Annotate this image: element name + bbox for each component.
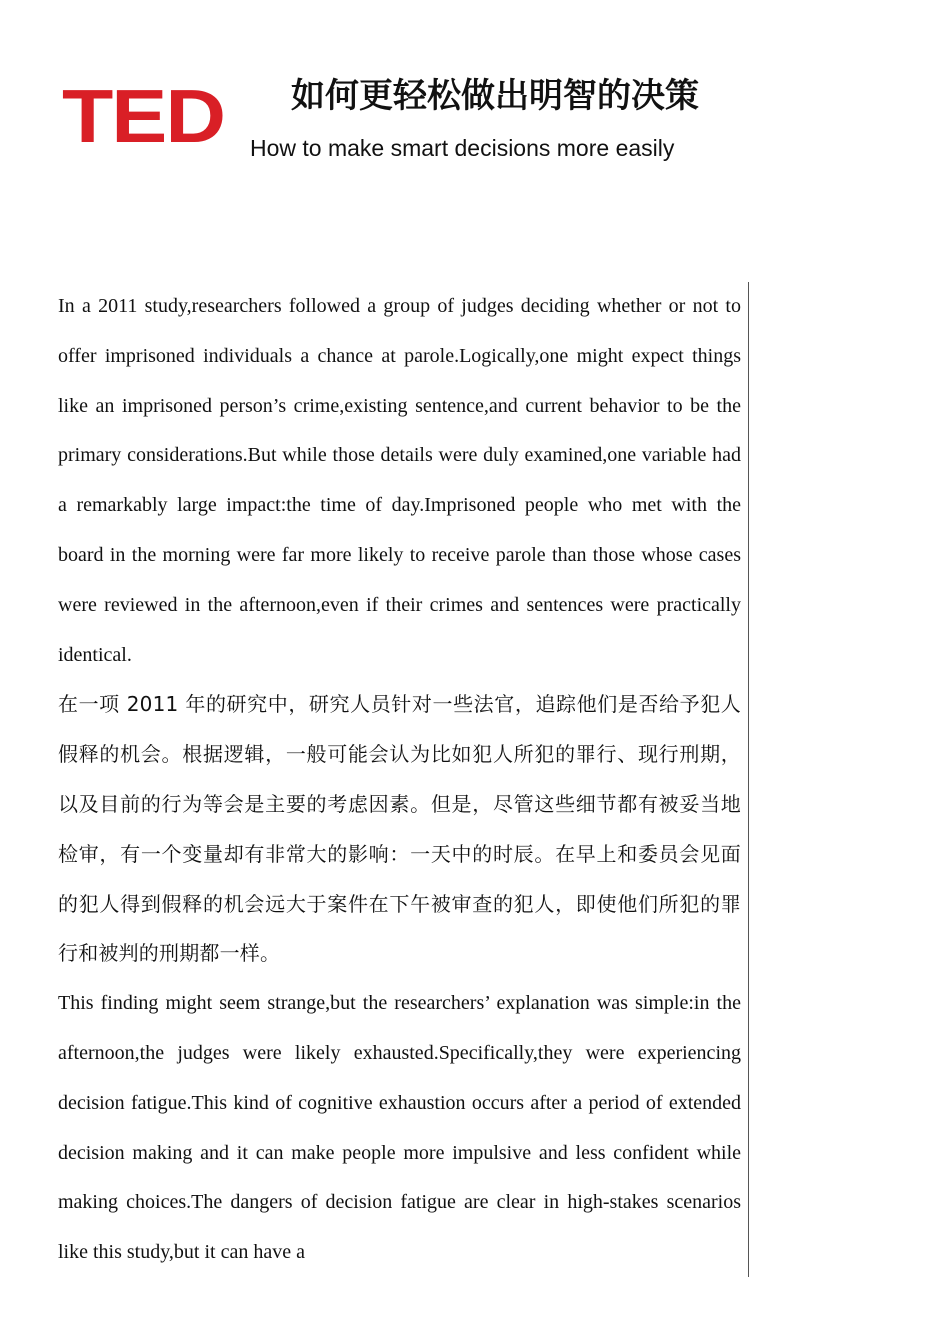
paragraph-english-1: In a 2011 study,researchers followed a group of judges deciding whether or not to offer imprisoned individuals a chance at parole.Logically,one might expect things like an imprisoned person’s crime,existing sentence,and current behavior to be the primary considerations.But while those details were duly examined,one variable had a remarkably large impact:the time of day.Imprisoned people who met with the board in the morning were far more likely to receive parole than those whose cases were reviewed in the afternoon,even if their crimes and sentences were practically identical. [58,295,741,666]
ted-logo: TED [62,73,224,159]
paragraph-english-2: This finding might seem strange,but the researchers’ explanation was simple:in the afternoon,the judges were likely exhausted.Specifically,they were experiencing decision fatigue.This kind of cognitive exhaustion occurs after a period of extended decision making and it can make people more impulsive and less confident while making choices.The dangers of decision fatigue are clear in high-stakes scenarios like this study,but it can have a [58,992,741,1264]
paragraph-chinese-1: 在一项 2011 年的研究中，研究人员针对一些法官，追踪他们是否给予犯人假释的机会。根据逻辑，一般可能会认为比如犯人所犯的罪行、现行刑期，以及目前的行为等会是主要的考虑因素。但是，尽管这些细节都有被妥当地检审，有一个变量却有非常大的影响：一天中的时辰。在早上和委员会见面的犯人得到假释的机会远大于案件在下午被审查的犯人，即使他们所犯的罪行和被判的刑期都一样。 [58,692,741,966]
page-title-chinese: 如何更轻松做出明智的决策 [291,76,699,116]
article-body [58,282,741,1278]
page-title-english: How to make smart decisions more easily [250,135,675,161]
margin-rule [748,282,749,1277]
